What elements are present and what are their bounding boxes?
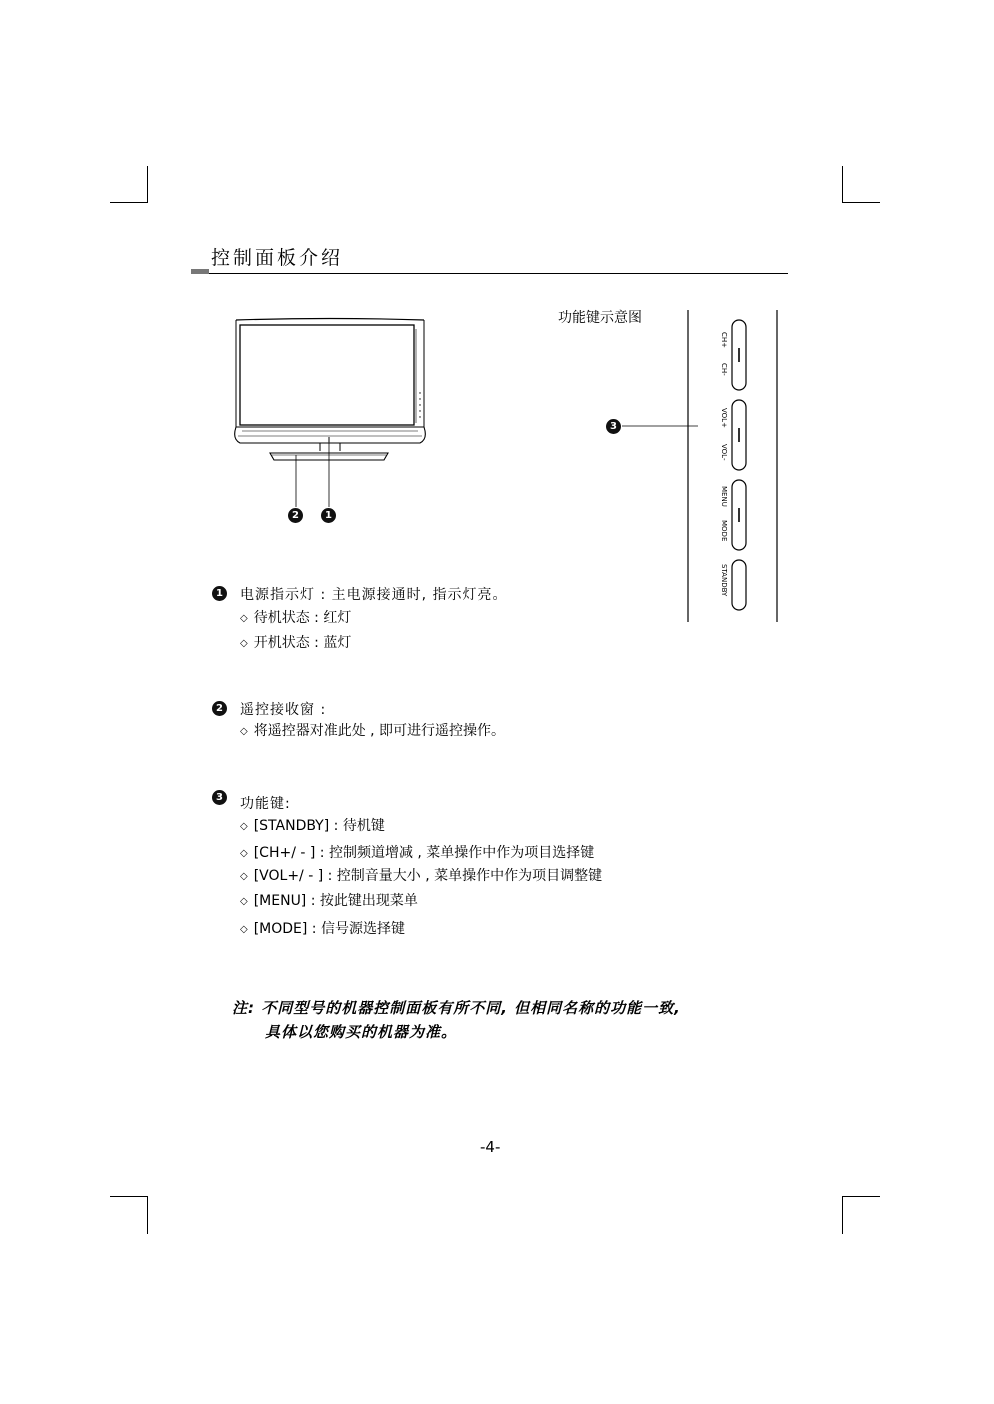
title-underline <box>191 273 788 274</box>
section2-number: 2 <box>212 701 227 716</box>
leader-line-2 <box>294 455 298 510</box>
crop-mark-tl-v <box>147 166 148 203</box>
section2-item: ◇ 将遥控器对准此处 , 即可进行遥控操作。 <box>240 723 506 739</box>
label-standby: STANDBY <box>720 564 728 597</box>
label-vol-plus: VOL+ <box>720 408 728 428</box>
marker-3: 3 <box>606 419 621 434</box>
section3-item: ◇ [MENU] : 按此键出现菜单 <box>240 893 418 909</box>
label-ch-minus: CH- <box>720 363 728 376</box>
label-mode: MODE <box>720 520 728 542</box>
page-title: 控制面板介绍 <box>211 247 344 269</box>
label-menu: MENU <box>720 486 728 507</box>
section3-number: 3 <box>212 790 227 805</box>
label-ch-plus: CH+ <box>720 332 728 349</box>
crop-mark-tr-h <box>842 202 880 203</box>
leader-line-1 <box>327 440 331 510</box>
label-vol-minus: VOL- <box>720 444 728 461</box>
bullet-diamond-icon: ◇ <box>240 638 248 649</box>
crop-mark-tr-v <box>842 166 843 203</box>
standby-button <box>732 560 746 610</box>
marker-2: 2 <box>288 508 303 523</box>
title-tab-marker <box>191 269 209 274</box>
note-line-1: 注: 不同型号的机器控制面板有所不同, 但相同名称的功能一致, <box>232 999 681 1017</box>
bullet-diamond-icon: ◇ <box>240 613 248 624</box>
side-panel-diagram <box>684 308 784 624</box>
section3-heading: 功能键: <box>240 796 291 812</box>
section3-item: ◇ [STANDBY] : 待机键 <box>240 818 385 834</box>
section1-number: 1 <box>212 586 227 601</box>
crop-mark-tl-h <box>110 202 148 203</box>
marker-1: 1 <box>321 508 336 523</box>
crop-mark-br-h <box>842 1196 880 1197</box>
section1-heading: 电源指示灯 : 主电源接通时, 指示灯亮。 <box>240 587 508 603</box>
section3-item: ◇ [CH+/ - ] : 控制频道增减 , 菜单操作中作为项目选择键 <box>240 845 595 861</box>
page-number: -4- <box>480 1138 501 1156</box>
bullet-diamond-icon: ◇ <box>240 848 248 859</box>
bullet-diamond-icon: ◇ <box>240 821 248 832</box>
crop-mark-bl-h <box>110 1196 148 1197</box>
section3-item: ◇ [VOL+/ - ] : 控制音量大小 , 菜单操作中作为项目调整键 <box>240 868 603 884</box>
bullet-diamond-icon: ◇ <box>240 924 248 935</box>
crop-mark-br-v <box>842 1196 843 1234</box>
section1-item: ◇ 待机状态 : 红灯 <box>240 610 352 626</box>
bullet-diamond-icon: ◇ <box>240 726 248 737</box>
bullet-diamond-icon: ◇ <box>240 896 248 907</box>
section3-item: ◇ [MODE] : 信号源选择键 <box>240 921 405 937</box>
leader-line-3 <box>622 424 700 428</box>
bullet-diamond-icon: ◇ <box>240 871 248 882</box>
figure-label: 功能键示意图 <box>558 310 642 326</box>
note-line-2: 具体以您购买的机器为准。 <box>265 1023 458 1041</box>
section2-heading: 遥控接收窗 : <box>240 702 327 718</box>
section1-item: ◇ 开机状态 : 蓝灯 <box>240 635 352 651</box>
crop-mark-bl-v <box>147 1196 148 1234</box>
